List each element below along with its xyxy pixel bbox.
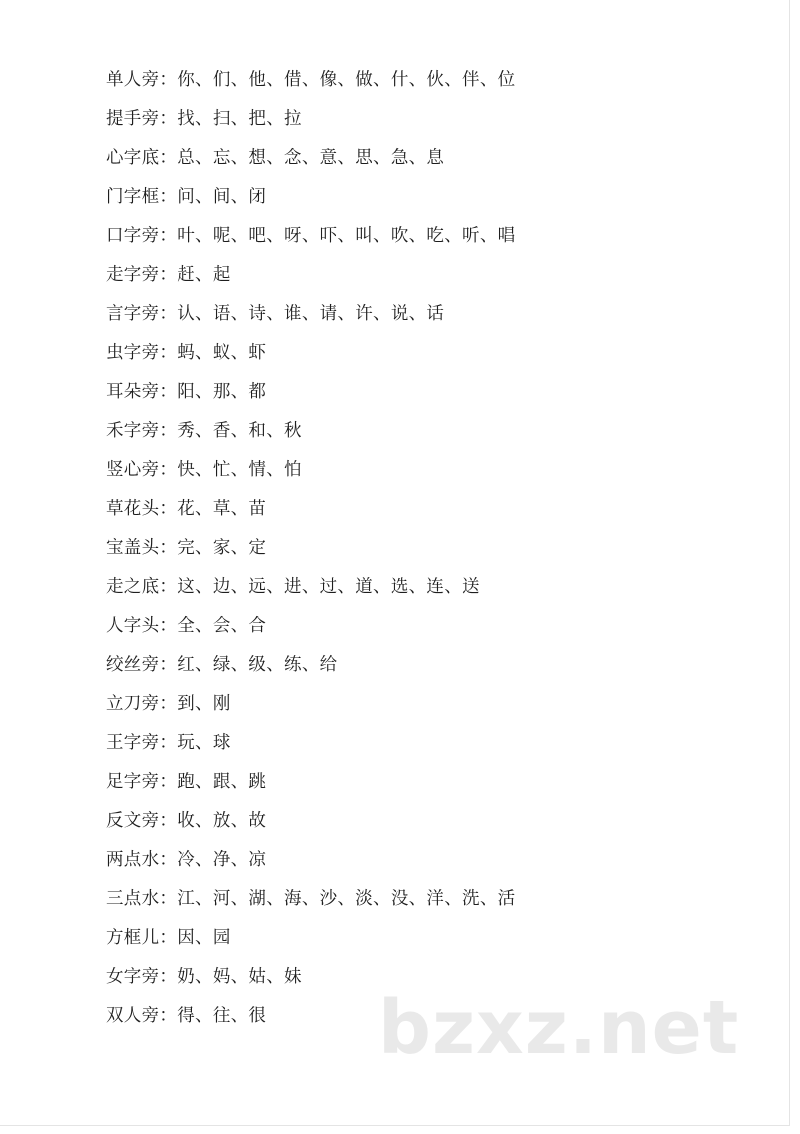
radical-row: [106, 184, 266, 210]
colon-separator: ：: [159, 499, 178, 519]
radical-characters: 找、扫、把、拉: [177, 109, 302, 129]
radical-name: 提手旁: [106, 109, 160, 129]
radical-name: 耳朵旁: [106, 382, 160, 402]
radical-row: [106, 1003, 266, 1029]
radical-name: 三点水: [106, 889, 160, 909]
radical-row: [106, 847, 266, 873]
radical-characters: 你、们、他、借、像、做、什、伙、伴、位: [177, 70, 516, 90]
radical-row: [106, 925, 231, 951]
radical-name: 两点水: [106, 850, 160, 870]
colon-separator: ：: [159, 187, 178, 207]
colon-separator: ：: [159, 967, 178, 987]
radical-row: [106, 67, 515, 93]
radical-row: [106, 145, 444, 171]
radical-row: [106, 457, 302, 483]
colon-separator: ：: [159, 655, 178, 675]
colon-separator: ：: [159, 889, 178, 909]
radical-characters: 秀、香、和、秋: [177, 421, 302, 441]
radical-row: [106, 418, 302, 444]
radical-name: 门字框: [106, 187, 160, 207]
radical-characters: 花、草、苗: [177, 499, 267, 519]
radical-characters: 收、放、故: [177, 811, 267, 831]
watermark: bzxz.net: [378, 985, 740, 1071]
colon-separator: ：: [159, 148, 178, 168]
radical-characters: 阳、那、都: [177, 382, 267, 402]
colon-separator: ：: [159, 226, 178, 246]
radical-characters: 到、刚: [177, 694, 231, 714]
colon-separator: ：: [159, 850, 178, 870]
colon-separator: ：: [159, 421, 178, 441]
colon-separator: ：: [159, 616, 178, 636]
radical-name: 走字旁: [106, 265, 160, 285]
radical-characters: 完、家、定: [177, 538, 267, 558]
radical-row: [106, 574, 480, 600]
radical-name: 方框儿: [106, 928, 160, 948]
radical-name: 立刀旁: [106, 694, 160, 714]
colon-separator: ：: [159, 577, 178, 597]
radical-characters: 得、往、很: [177, 1006, 267, 1026]
radical-name: 竖心旁: [106, 460, 160, 480]
radical-characters: 奶、妈、姑、妹: [177, 967, 302, 987]
colon-separator: ：: [159, 772, 178, 792]
radical-row: [106, 106, 302, 132]
colon-separator: ：: [159, 928, 178, 948]
radical-row: [106, 613, 266, 639]
radical-characters: 江、河、湖、海、沙、淡、没、洋、洗、活: [177, 889, 516, 909]
radical-name: 绞丝旁: [106, 655, 160, 675]
radical-characters: 跑、跟、跳: [177, 772, 267, 792]
colon-separator: ：: [159, 70, 178, 90]
radical-name: 虫字旁: [106, 343, 160, 363]
radical-characters: 玩、球: [177, 733, 231, 753]
radical-row: [106, 964, 302, 990]
radical-characters: 蚂、蚁、虾: [177, 343, 267, 363]
radical-row: [106, 340, 266, 366]
radical-row: [106, 808, 266, 834]
radical-row: [106, 730, 231, 756]
radical-characters: 红、绿、级、练、给: [177, 655, 338, 675]
radical-name: 草花头: [106, 499, 160, 519]
radical-row: [106, 535, 266, 561]
colon-separator: ：: [159, 304, 178, 324]
radical-name: 口字旁: [106, 226, 160, 246]
radical-name: 走之底: [106, 577, 160, 597]
radical-name: 单人旁: [106, 70, 160, 90]
colon-separator: ：: [159, 460, 178, 480]
colon-separator: ：: [159, 343, 178, 363]
radical-characters: 赶、起: [177, 265, 231, 285]
radical-name: 双人旁: [106, 1006, 160, 1026]
radical-name: 心字底: [106, 148, 160, 168]
radical-name: 足字旁: [106, 772, 160, 792]
colon-separator: ：: [159, 1006, 178, 1026]
radical-row: [106, 223, 515, 249]
radical-characters: 因、园: [177, 928, 231, 948]
radical-name: 言字旁: [106, 304, 160, 324]
radical-name: 王字旁: [106, 733, 160, 753]
colon-separator: ：: [159, 382, 178, 402]
colon-separator: ：: [159, 109, 178, 129]
radical-characters: 冷、净、凉: [177, 850, 267, 870]
radical-characters: 快、忙、情、怕: [177, 460, 302, 480]
radical-row: [106, 769, 266, 795]
radical-row: [106, 301, 444, 327]
radical-name: 反文旁: [106, 811, 160, 831]
colon-separator: ：: [159, 694, 178, 714]
radical-characters: 认、语、诗、谁、请、许、说、话: [177, 304, 445, 324]
radical-name: 禾字旁: [106, 421, 160, 441]
radical-row: [106, 886, 515, 912]
radical-row: [106, 496, 266, 522]
radical-row: [106, 691, 231, 717]
radical-row: [106, 262, 231, 288]
colon-separator: ：: [159, 733, 178, 753]
radical-characters: 叶、呢、吧、呀、吓、叫、吹、吃、听、唱: [177, 226, 516, 246]
colon-separator: ：: [159, 811, 178, 831]
radical-characters: 问、间、闭: [177, 187, 267, 207]
colon-separator: ：: [159, 265, 178, 285]
radical-row: [106, 652, 337, 678]
colon-separator: ：: [159, 538, 178, 558]
radical-name: 女字旁: [106, 967, 160, 987]
radical-name: 宝盖头: [106, 538, 160, 558]
radical-name: 人字头: [106, 616, 160, 636]
radical-characters: 总、忘、想、念、意、思、急、息: [177, 148, 445, 168]
radical-characters: 全、会、合: [177, 616, 267, 636]
radical-row: [106, 379, 266, 405]
radical-characters: 这、边、远、进、过、道、选、连、送: [177, 577, 480, 597]
